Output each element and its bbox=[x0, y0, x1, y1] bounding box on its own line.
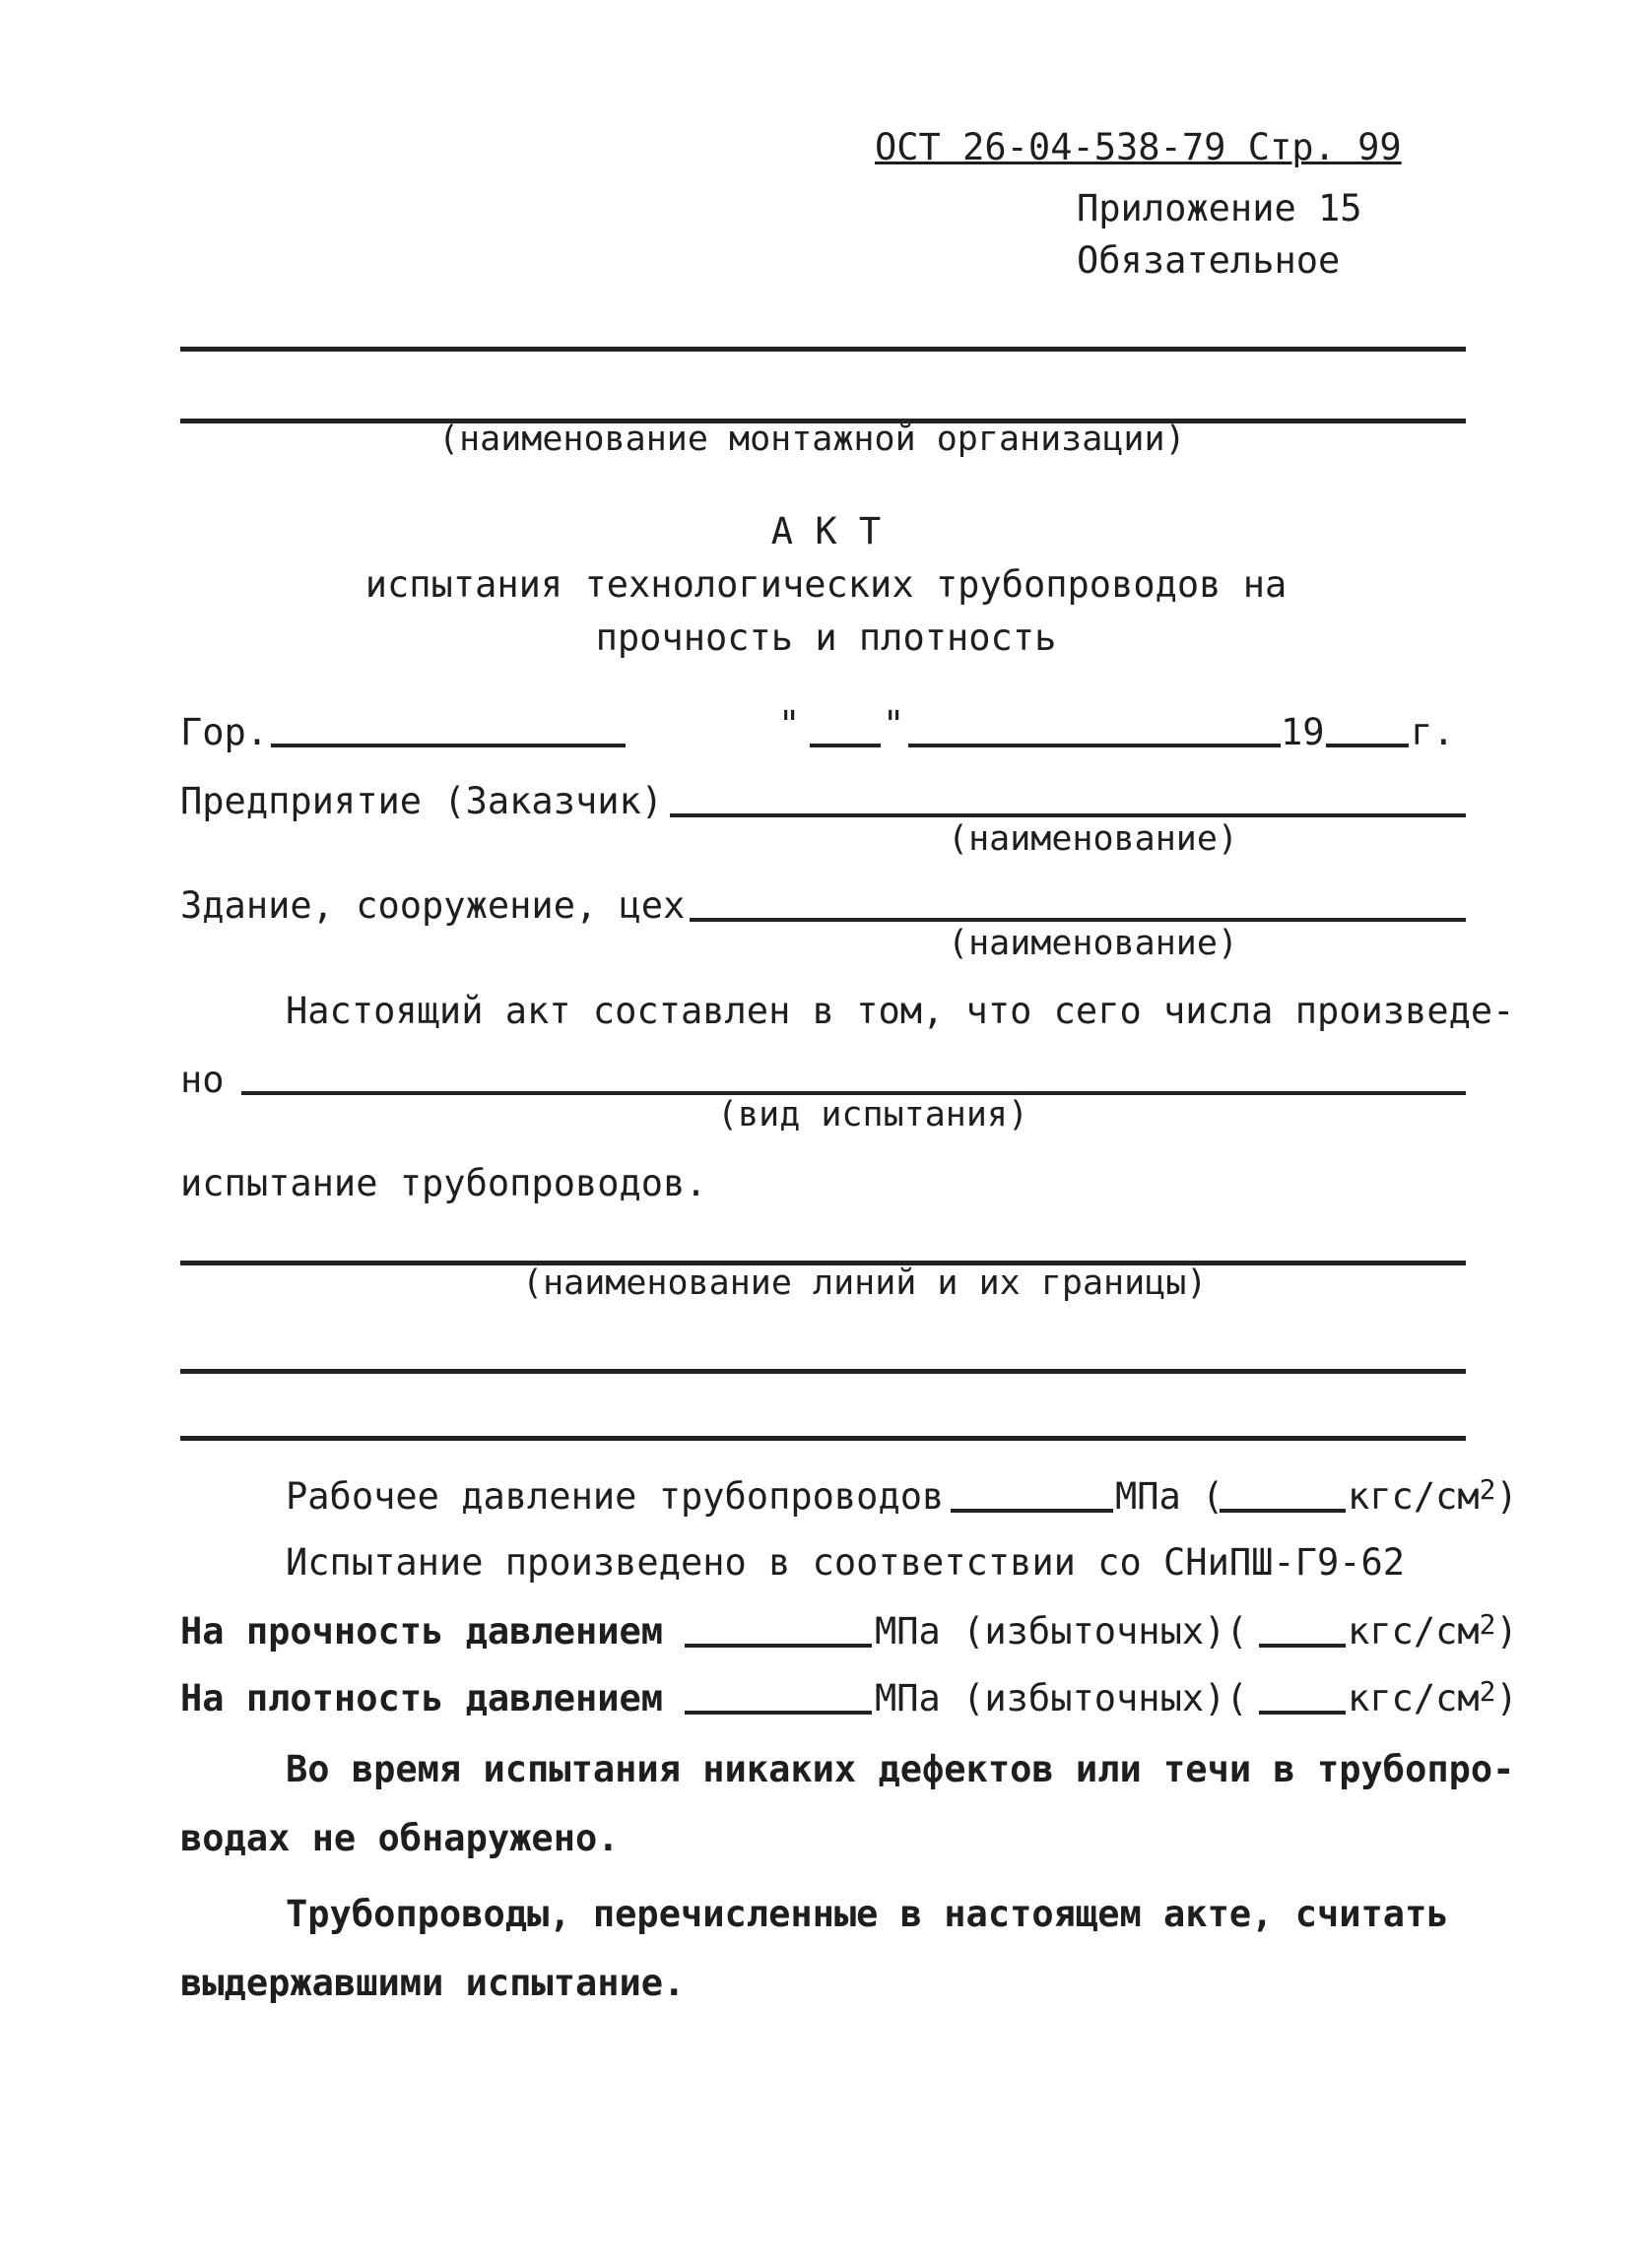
conclusion-text-1: Трубопроводы, перечисленные в настоящем акте, считать bbox=[286, 1893, 1449, 1935]
conclusion-text-2: выдержавшими испытание. bbox=[180, 1962, 686, 2004]
density-mpa-field[interactable] bbox=[685, 1711, 872, 1715]
appendix-status: Обязательное bbox=[1077, 239, 1341, 282]
density-kgs-field[interactable] bbox=[1259, 1711, 1346, 1715]
building-caption: (наименование) bbox=[948, 924, 1239, 963]
working-pressure-kgs-field[interactable] bbox=[1220, 1509, 1346, 1513]
strength-label: На прочность давлением bbox=[180, 1610, 664, 1652]
year-suffix: г. bbox=[1411, 711, 1455, 753]
act-title: А К Т bbox=[770, 510, 882, 552]
strength-mpa-field[interactable] bbox=[685, 1644, 872, 1648]
working-pressure-label: Рабочее давление трубопроводов bbox=[286, 1475, 945, 1518]
year-field[interactable] bbox=[1326, 744, 1409, 747]
strength-kgs-field[interactable] bbox=[1259, 1644, 1346, 1648]
city-label: Гор. bbox=[180, 711, 269, 753]
enterprise-label: Предприятие (Заказчик) bbox=[180, 780, 664, 822]
act-subtitle-line-1: испытания технологических трубопроводов на bbox=[364, 563, 1288, 606]
enterprise-field[interactable] bbox=[670, 813, 1466, 817]
defects-text-1: Во время испытания никаких дефектов или течи в трубопро- bbox=[286, 1748, 1515, 1790]
density-label: На плотность давлением bbox=[180, 1677, 664, 1719]
working-pressure-kgs-unit: кгс/$см^2$) bbox=[1348, 1473, 1518, 1518]
density-kgs-unit: кгс/$см^2$) bbox=[1348, 1675, 1518, 1719]
defects-text-2: водах не обнаружено. bbox=[180, 1817, 620, 1859]
lines-caption: (наименование линий и их границы) bbox=[522, 1264, 1208, 1303]
pipeline-test-text: испытание трубопроводов. bbox=[180, 1162, 707, 1204]
quote-open: " bbox=[778, 703, 801, 745]
building-label: Здание, сооружение, цех bbox=[180, 884, 686, 927]
org-name-line-1 bbox=[180, 347, 1466, 352]
document-reference: ОСТ 26-04-538-79 Стр. 99 bbox=[875, 126, 1402, 168]
density-unit: МПа (избыточных)( bbox=[875, 1677, 1248, 1719]
day-field[interactable] bbox=[810, 744, 881, 747]
month-field[interactable] bbox=[908, 744, 1281, 747]
quote-close: " bbox=[883, 703, 905, 745]
city-field[interactable] bbox=[271, 744, 626, 747]
org-name-caption: (наименование монтажной организации) bbox=[438, 420, 1186, 459]
test-type-caption: (вид испытания) bbox=[717, 1095, 1029, 1134]
intro-text: Настоящий акт составлен в том, что сего числа произведе- bbox=[286, 990, 1515, 1032]
lines-field-2[interactable] bbox=[180, 1369, 1466, 1374]
act-subtitle-line-2: прочность и плотность bbox=[595, 616, 1057, 659]
standard-text: Испытание произведено в соответствии со СНиПШ-Г9-62 bbox=[286, 1541, 1406, 1584]
strength-unit: МПа (избыточных)( bbox=[875, 1610, 1248, 1652]
working-pressure-mpa-field[interactable] bbox=[951, 1509, 1113, 1513]
working-pressure-paren-open: ( bbox=[1202, 1475, 1224, 1518]
enterprise-caption: (наименование) bbox=[948, 819, 1239, 859]
building-field[interactable] bbox=[690, 918, 1466, 922]
intro-text-continued: но bbox=[180, 1059, 225, 1101]
working-pressure-mpa-unit: МПа bbox=[1115, 1475, 1181, 1518]
year-prefix: 19 bbox=[1281, 711, 1325, 753]
lines-field-3[interactable] bbox=[180, 1436, 1466, 1441]
appendix-number: Приложение 15 bbox=[1077, 187, 1362, 229]
strength-kgs-unit: кгс/$см^2$) bbox=[1348, 1608, 1518, 1652]
